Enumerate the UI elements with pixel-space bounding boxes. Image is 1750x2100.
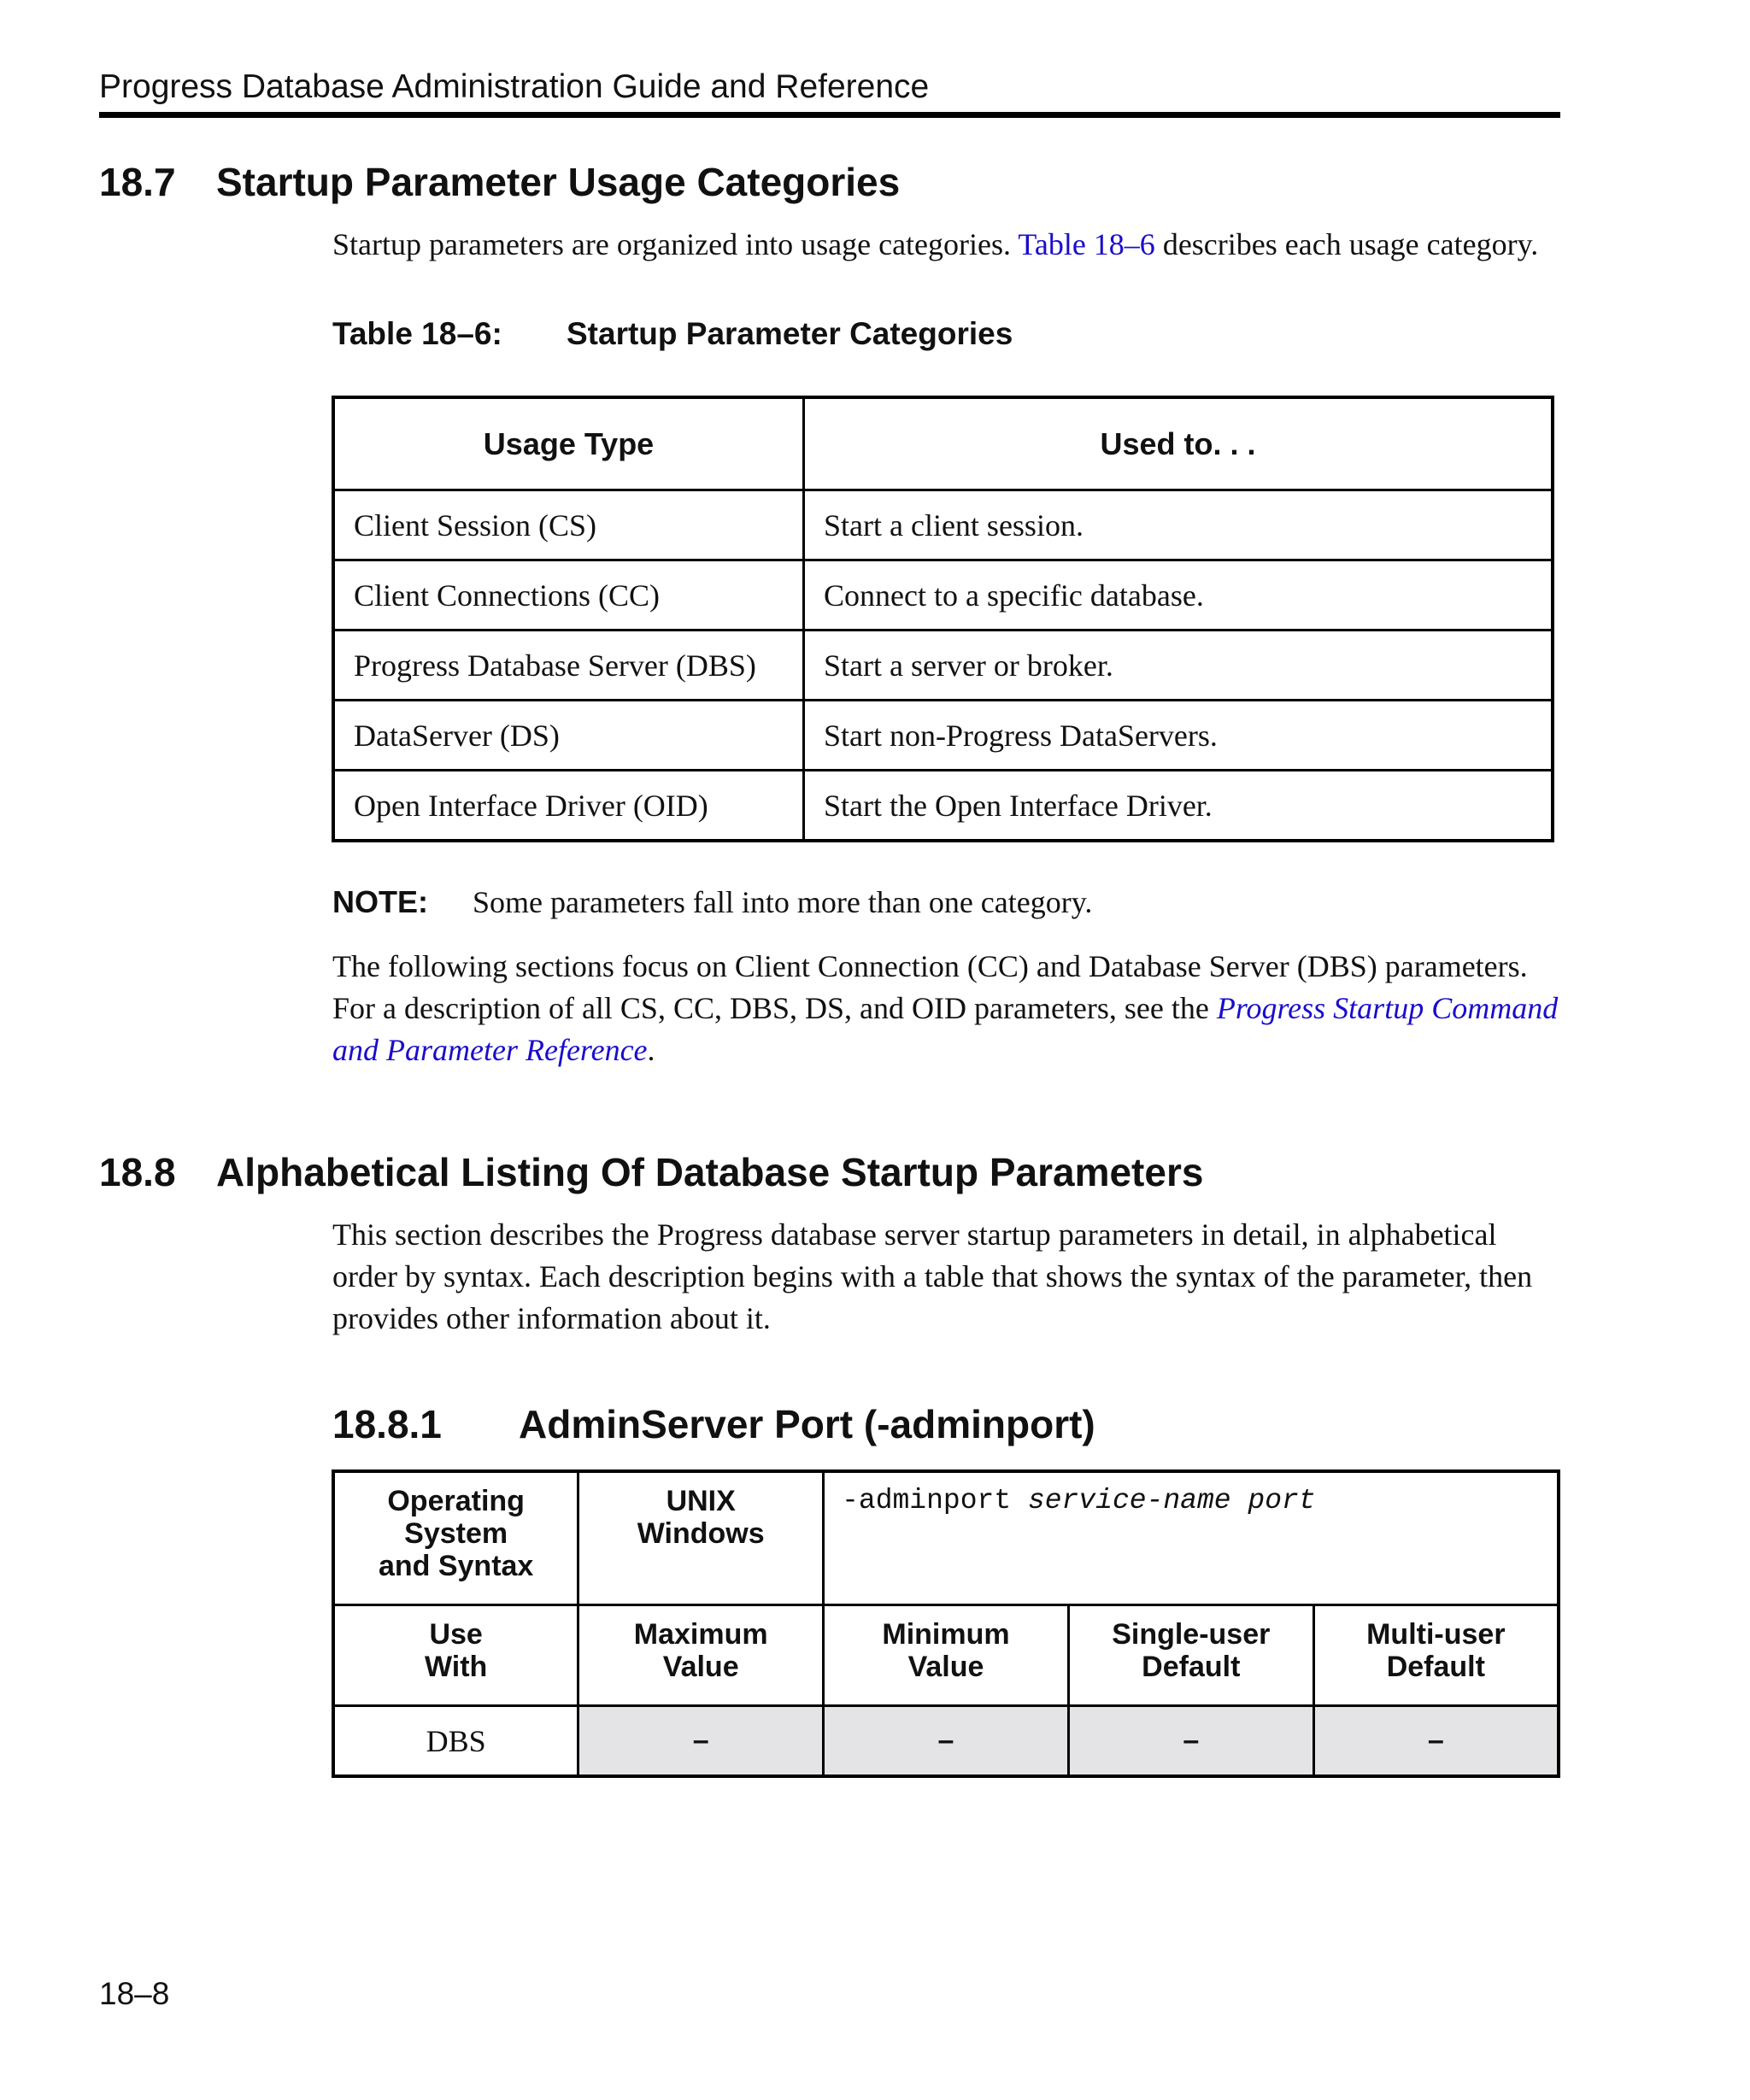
- syntax-row: [333, 1471, 1559, 1605]
- operating-systems: [578, 1471, 824, 1605]
- intro-text-end: describes each usage category.: [1162, 227, 1539, 261]
- value-row: [333, 1706, 1559, 1777]
- section-18-7-heading: [99, 159, 900, 205]
- section-title: Startup Parameter Usage Categories: [216, 160, 901, 204]
- usage-type-cell: Progress Database Server (DBS): [333, 631, 804, 701]
- os-windows: Windows: [637, 1517, 765, 1550]
- usage-type-cell: Open Interface Driver (OID): [333, 771, 804, 842]
- usage-type-cell: Client Connections (CC): [333, 560, 804, 631]
- table-row: [333, 560, 1553, 631]
- use-with-header: Use With: [333, 1605, 578, 1706]
- header-line: System: [404, 1517, 508, 1550]
- note-text: Some parameters fall into more than one category.: [473, 885, 1093, 919]
- os-unix: UNIX: [666, 1485, 736, 1517]
- multi-user-default-header: Multi-user Default: [1313, 1605, 1559, 1706]
- table-row: [333, 771, 1553, 842]
- table-caption: [332, 316, 1013, 352]
- table-row: [333, 631, 1553, 701]
- followup-text: The following sections focus on Client Connection (CC) and Database Server (DBS) parameters. For a description of all CS, CC, DBS, DS, and OID parameters, see the: [332, 949, 1528, 1025]
- startup-categories-table: [332, 396, 1554, 842]
- section-18-8-heading: [99, 1149, 1203, 1195]
- section-number: 18.8.1: [332, 1402, 442, 1446]
- section-18-7-intro: [332, 224, 1563, 266]
- page-number: 18–8: [99, 1976, 170, 2011]
- note-label: NOTE:: [332, 884, 428, 919]
- multi-user-default: –: [1313, 1706, 1559, 1777]
- syntax-cell: [824, 1471, 1559, 1605]
- section-number: 18.8: [99, 1150, 176, 1194]
- followup-text-end: .: [647, 1033, 655, 1067]
- usage-type-cell: DataServer (DS): [333, 701, 804, 771]
- used-to-cell: Start a server or broker.: [804, 631, 1553, 701]
- section-18-8-body: This section describes the Progress database server startup parameters in detail, in alphabetical order by syntax. Each description begins with a table that shows the syntax of the parameter, then provides other information about it.: [332, 1217, 1533, 1335]
- os-syntax-header: [333, 1471, 578, 1605]
- note: [332, 884, 1092, 920]
- column-header-used-to: Used to. . .: [804, 397, 1553, 490]
- single-user-default-header: Single-user Default: [1068, 1605, 1313, 1706]
- use-with-value: DBS: [333, 1706, 578, 1777]
- running-head: Progress Database Administration Guide and Reference: [99, 68, 930, 105]
- section-title: AdminServer Port (-adminport): [519, 1402, 1095, 1446]
- section-18-8-1-heading: [332, 1401, 1095, 1447]
- section-number: 18.7: [99, 160, 176, 204]
- column-header-row: [333, 1605, 1559, 1706]
- minimum-value: –: [824, 1706, 1069, 1777]
- header-line: Operating: [387, 1485, 525, 1517]
- used-to-cell: Start non-Progress DataServers.: [804, 701, 1553, 771]
- maximum-value-header: Maximum Value: [578, 1605, 824, 1706]
- used-to-cell: Start a client session.: [804, 490, 1553, 560]
- usage-type-cell: Client Session (CS): [333, 490, 804, 560]
- syntax-command: -adminport: [842, 1485, 1012, 1516]
- table-row: [333, 701, 1553, 771]
- table-row: [333, 490, 1553, 560]
- used-to-cell: Start the Open Interface Driver.: [804, 771, 1553, 842]
- section-title: Alphabetical Listing Of Database Startup Parameters: [216, 1150, 1204, 1194]
- header-rule: [99, 112, 1560, 118]
- single-user-default: –: [1068, 1706, 1313, 1777]
- minimum-value-header: Minimum Value: [824, 1605, 1069, 1706]
- section-18-7-followup: [332, 946, 1563, 1071]
- reference-link[interactable]: Progress Startup Command and Parameter Reference: [332, 991, 1559, 1067]
- table-18-6-link[interactable]: Table 18–6: [1018, 227, 1155, 261]
- table-caption-title: Startup Parameter Categories: [567, 316, 1013, 351]
- maximum-value: –: [578, 1706, 824, 1777]
- table-header-row: [333, 397, 1553, 490]
- used-to-cell: Connect to a specific database.: [804, 560, 1553, 631]
- column-header-usage-type: Usage Type: [333, 397, 804, 490]
- adminport-parameter-table: [332, 1469, 1560, 1778]
- header-line: and Syntax: [378, 1550, 534, 1582]
- table-caption-label: Table 18–6:: [332, 316, 502, 351]
- syntax-arguments: service-name port: [1027, 1485, 1316, 1516]
- intro-text: Startup parameters are organized into usage categories.: [332, 227, 1012, 261]
